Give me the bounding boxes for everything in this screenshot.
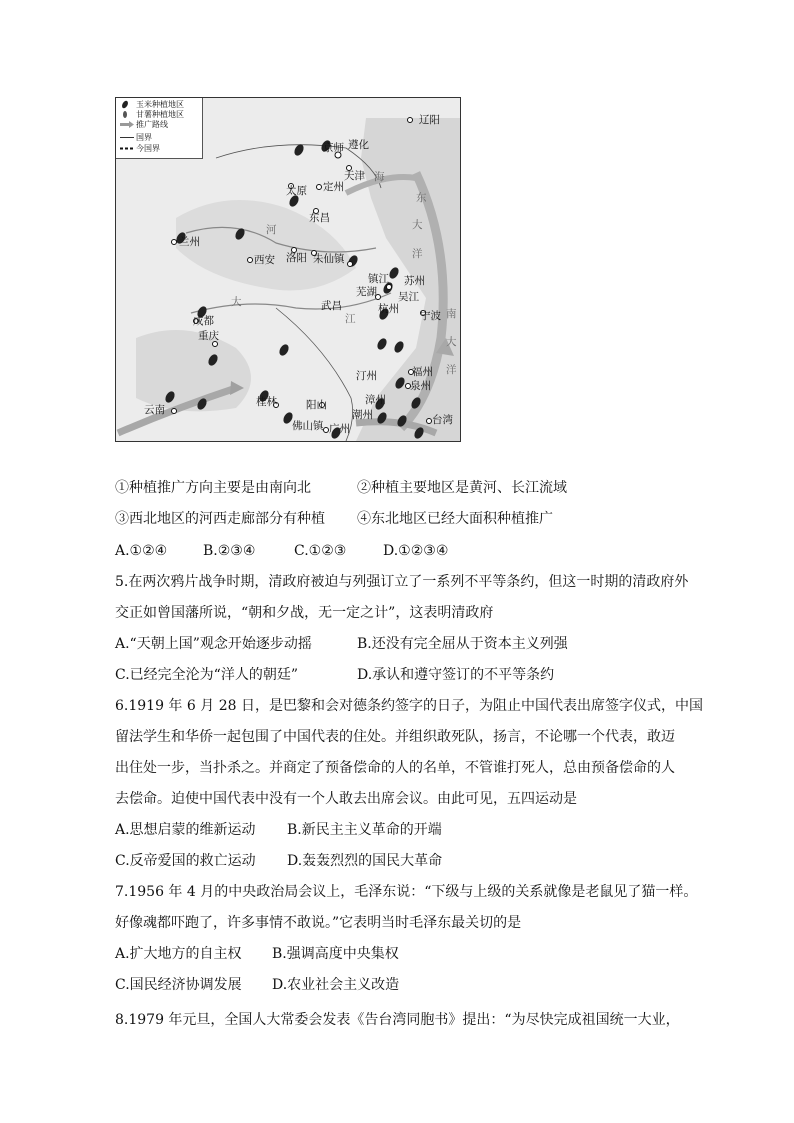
- legend-sweet-potato: [120, 110, 184, 119]
- q6-option-d[interactable]: D.轰轰烈烈的国民大革命: [287, 853, 443, 869]
- q8-stem-line-1: 8.1979 年元旦，全国人大常委会发表《告台湾同胞书》提出：“为尽快完成祖国统一大业，: [115, 1012, 680, 1028]
- q5-stem-line-2: 交正如曾国藩所说，“朝和夕战，无一定之计”，这表明清政府: [115, 605, 494, 621]
- sweet-potato-symbol: [393, 340, 406, 354]
- place-label: 洛阳: [286, 252, 307, 264]
- q4-option-c[interactable]: C.①②③: [294, 543, 347, 559]
- legend-corn: [120, 100, 184, 109]
- place-label: 重庆: [198, 330, 219, 342]
- place-label: 芜湖: [356, 286, 377, 298]
- place-label: 汀州: [356, 370, 377, 382]
- water-label: 海: [374, 171, 385, 183]
- q7-option-d[interactable]: D.农业社会主义改造: [272, 977, 400, 993]
- place-label: 遵化: [348, 139, 369, 151]
- place-label: 京师: [323, 142, 344, 154]
- place-label: 佛山镇: [292, 420, 324, 432]
- q4-statement-1: ①种植推广方向主要是由南向北: [115, 480, 311, 496]
- place-label: 桂林: [256, 396, 277, 408]
- legend-current-border: [120, 144, 160, 153]
- q6-option-b[interactable]: B.新民主主义革命的开端: [287, 822, 442, 838]
- q4-statement-2: ②种植主要地区是黄河、长江流域: [357, 480, 567, 496]
- corn-symbol: [278, 343, 291, 357]
- q7-option-b[interactable]: B.强调高度中央集权: [272, 946, 399, 962]
- q6-option-c[interactable]: C.反帝爱国的救亡运动: [115, 853, 256, 869]
- place-label: 朱仙镇: [313, 253, 345, 265]
- q4-option-a[interactable]: A.①②④: [115, 543, 168, 559]
- q5-stem-line-1: 5.在两次鸦片战争时期，清政府被迫与列强订立了一系列不平等条约，但这一时期的清政府外: [115, 574, 689, 590]
- q6-stem-line-3: 出住处一步，当扑杀之。并商定了预备偿命的人的名单，不管谁打死人，总由预备偿命的人: [115, 760, 675, 776]
- place-label: 镇江: [368, 273, 389, 285]
- q6-stem-line-2: 留法学生和华侨一起包围了中国代表的住处。并组织敢死队，扬言，不论哪一个代表，敢迈: [115, 729, 675, 745]
- place-label: 吴江: [398, 291, 419, 303]
- place-label: 定州: [323, 181, 344, 193]
- q6-stem-line-4: 去偿命。迫使中国代表中没有一个人敢去出席会议。由此可见，五四运动是: [115, 791, 577, 807]
- place-label: 辽阳: [419, 114, 440, 126]
- legend-current-border-label: 今国界: [136, 144, 160, 153]
- place-label: 西安: [254, 254, 275, 266]
- corn-symbol: [388, 266, 401, 280]
- place-label: 苏州: [404, 275, 425, 287]
- q5-option-c[interactable]: C.已经完全沦为“洋人的朝廷”: [115, 667, 298, 683]
- place-label: 东昌: [309, 212, 330, 224]
- q4-statement-3: ③西北地区的河西走廊部分有种植: [115, 511, 325, 527]
- place-label: 成都: [193, 315, 214, 327]
- legend-route-label: 推广路线: [136, 120, 168, 129]
- q6-stem-line-1: 6.1919 年 6 月 28 日，是巴黎和会对德条约签字的日子，为阻止中国代表出席签字仪式，中国: [115, 698, 703, 714]
- place-label: 云南: [144, 404, 165, 416]
- place-label: 天津: [344, 170, 365, 182]
- water-label: 河: [266, 224, 277, 236]
- place-label: 漳州: [365, 394, 386, 406]
- place-label: 太原: [286, 185, 307, 197]
- water-label: 南: [446, 308, 457, 320]
- q7-option-c[interactable]: C.国民经济协调发展: [115, 977, 242, 993]
- place-label: 杭州: [378, 303, 399, 315]
- q5-option-a[interactable]: A.“天朝上国”观念开始逐步动摇: [115, 636, 312, 652]
- sweet-potato-symbol: [376, 337, 389, 351]
- place-label: 武昌: [321, 300, 342, 312]
- water-label: 洋: [412, 248, 423, 260]
- relief-area: [136, 330, 251, 411]
- water-label: 大: [446, 336, 457, 348]
- legend-sweet-potato-label: 甘薯种植地区: [136, 110, 184, 119]
- water-label: 洋: [446, 364, 457, 376]
- legend-border-label: 国界: [136, 133, 152, 142]
- q7-option-a[interactable]: A.扩大地方的自主权: [115, 946, 242, 962]
- q6-option-a[interactable]: A.思想启蒙的维新运动: [115, 822, 256, 838]
- q4-option-b[interactable]: B.②③④: [203, 543, 256, 559]
- legend-corn-label: 玉米种植地区: [136, 100, 184, 109]
- place-label: 台湾: [432, 414, 453, 426]
- place-label: 阳山: [306, 399, 327, 411]
- q7-stem-line-2: 好像魂都吓跑了，许多事情不敢说。”它表明当时毛泽东最关切的是: [115, 915, 522, 931]
- water-label: 大: [412, 219, 423, 231]
- q5-option-d[interactable]: D.承认和遵守签订的不平等条约: [357, 667, 555, 683]
- historical-map: [115, 97, 461, 442]
- place-label: 兰州: [179, 236, 200, 248]
- water-label: 江: [345, 313, 356, 325]
- place-label: 宁波: [420, 310, 441, 322]
- q7-stem-line-1: 7.1956 年 4 月的中央政治局会议上，毛泽东说：“下级与上级的关系就像是老鼠见了猫一样。: [115, 884, 698, 900]
- place-label: 广州: [329, 423, 350, 435]
- legend-border: [120, 133, 152, 142]
- map-legend: [116, 98, 203, 159]
- legend-route: [120, 120, 168, 129]
- place-label: 福州: [412, 366, 433, 378]
- water-label: 东: [416, 192, 427, 204]
- water-label: 大: [231, 296, 242, 308]
- place-label: 潮州: [352, 409, 373, 421]
- place-label: 泉州: [410, 380, 431, 392]
- q4-statement-4: ④东北地区已经大面积种植推广: [357, 511, 553, 527]
- q5-option-b[interactable]: B.还没有完全屈从于资本主义列强: [357, 636, 568, 652]
- q4-option-d[interactable]: D.①②③④: [383, 543, 449, 559]
